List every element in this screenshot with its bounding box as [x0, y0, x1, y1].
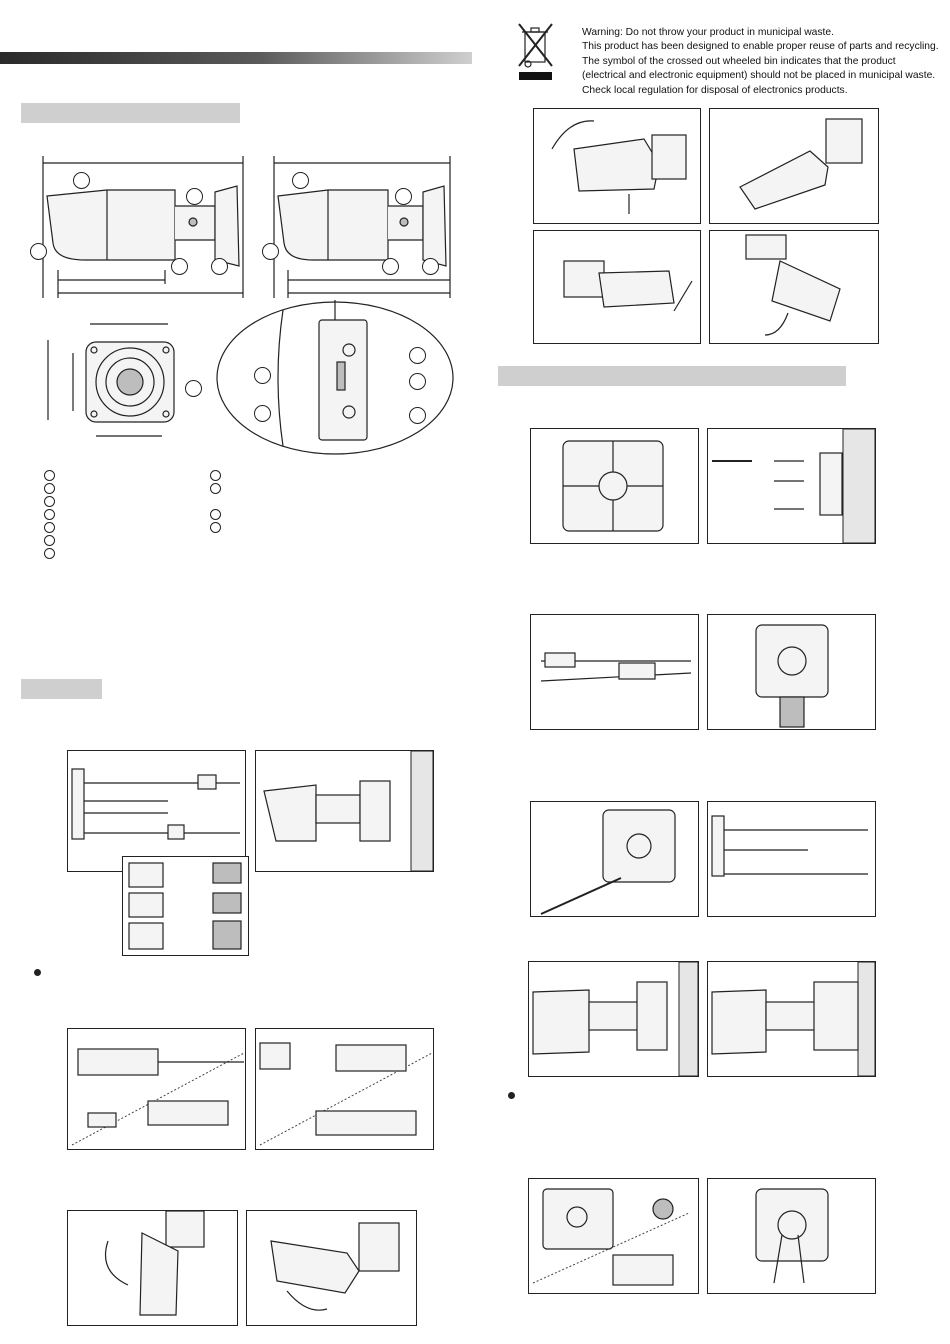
legend-number-marker	[44, 522, 55, 533]
header-bar	[0, 52, 472, 64]
junction-box-panel-6	[707, 801, 876, 917]
junction-box-panel-9	[528, 1178, 699, 1294]
bullet	[508, 1092, 515, 1099]
waste-warning	[582, 26, 942, 98]
adjust-panel-2	[709, 108, 879, 224]
legend-number-marker	[210, 509, 221, 520]
section-bar-connection	[21, 679, 102, 699]
legend-number-marker	[44, 470, 55, 481]
rotation-panel-1	[67, 1210, 238, 1326]
junction-box-panel-1	[530, 428, 699, 544]
legend-number-marker	[44, 535, 55, 546]
callout-marker	[382, 258, 399, 275]
callout-marker	[409, 407, 426, 424]
callout-marker	[30, 243, 47, 260]
callout-marker	[254, 405, 271, 422]
terminal-block-panel	[122, 856, 249, 956]
callout-marker	[262, 243, 279, 260]
section-bar-junction-box	[498, 366, 846, 386]
warning-line: Warning: Do not throw your product in municipal waste.	[582, 27, 835, 38]
callout-marker	[211, 258, 228, 275]
junction-box-panel-4	[707, 614, 876, 730]
waterproof-cable-panel-1	[67, 1028, 246, 1150]
rotation-panel-2	[246, 1210, 417, 1326]
legend-number-marker	[210, 470, 221, 481]
callout-marker	[254, 367, 271, 384]
legend-number-marker	[44, 548, 55, 559]
callout-marker	[422, 258, 439, 275]
callout-marker	[171, 258, 188, 275]
adjust-panel-4	[709, 230, 879, 344]
junction-box-panel-3	[530, 614, 699, 730]
legend-number-marker	[210, 483, 221, 494]
callout-marker	[409, 373, 426, 390]
legend-number-marker	[210, 522, 221, 533]
junction-box-panel-7	[528, 961, 699, 1077]
adjust-panel-3	[533, 230, 701, 344]
junction-box-panel-2	[707, 428, 876, 544]
connection-panel-1	[67, 750, 246, 872]
legend-number-marker	[44, 483, 55, 494]
legend-number-marker	[44, 496, 55, 507]
warning-line: The symbol of the crossed out wheeled bin indicates that the product	[582, 55, 896, 67]
callout-marker	[185, 380, 202, 397]
section-bar-dimensions	[21, 103, 240, 123]
junction-box-panel-8	[707, 961, 876, 1077]
connection-panel-2	[255, 750, 434, 872]
callout-marker	[73, 172, 90, 189]
warning-line: This product has been designed to enable proper reuse of parts and recycling.	[582, 41, 939, 53]
camera-side-view-diagram-1	[25, 148, 250, 308]
callout-marker	[395, 188, 412, 205]
camera-front-view-diagram	[40, 318, 190, 448]
adjust-panel-1	[533, 108, 701, 224]
callout-marker	[292, 172, 309, 189]
warning-line: Check local regulation for disposal of electronics products.	[582, 84, 848, 96]
crossed-out-wheeled-bin-icon	[516, 20, 556, 82]
callout-marker	[186, 188, 203, 205]
legend-number-marker	[44, 509, 55, 520]
warning-line: (electrical and electronic equipment) should not be placed in municipal waste.	[582, 70, 936, 82]
camera-side-view-diagram-2	[258, 148, 458, 308]
junction-box-panel-10	[707, 1178, 876, 1294]
callout-marker	[409, 347, 426, 364]
junction-box-panel-5	[530, 801, 699, 917]
waterproof-cable-panel-2	[255, 1028, 434, 1150]
bullet	[34, 969, 41, 976]
